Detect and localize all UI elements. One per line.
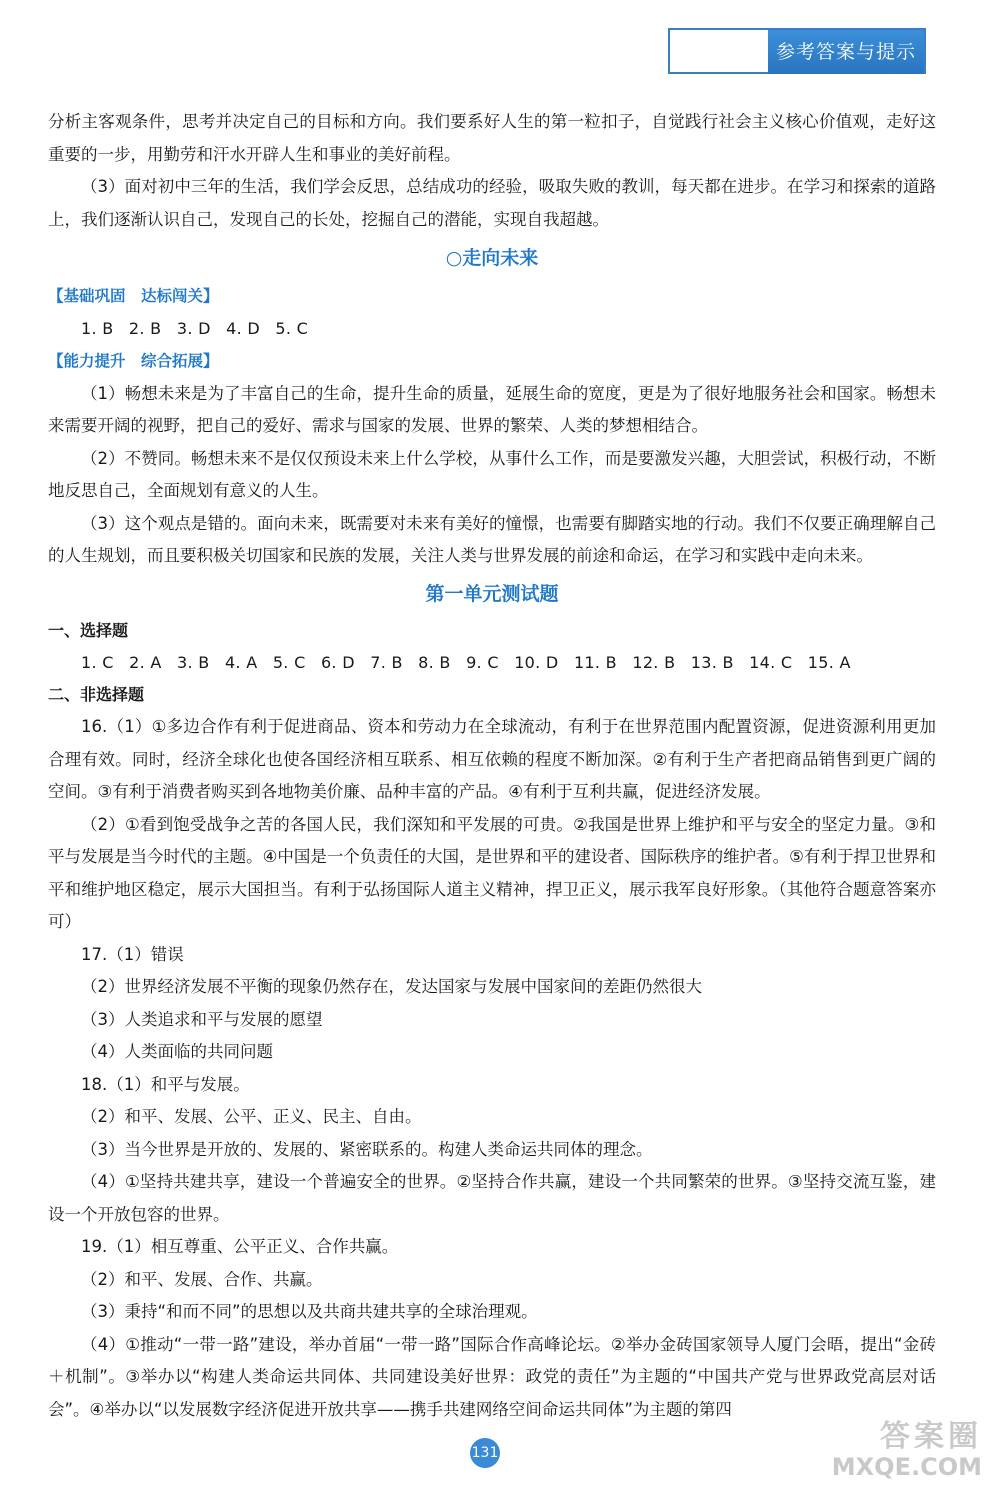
answer-item: 3. D xyxy=(176,318,211,338)
q16-part-2: （2）①看到饱受战争之苦的各国人民，我们深知和平发展的可贵。②我国是世界上维护和平与安全的坚定力量。③和平与发展是当今时代的主题。④中国是一个负责任的大国，是世界和平的建设者、国际秩序的维护者。⑤有利于捍卫世界和平和维护地区稳定，展示大国担当。有利于弘扬国际人道主义精神，捍卫正义，展示我军良好形象。（其他符合题意答案亦可） xyxy=(48,814,936,931)
q18-line: （2）和平、发展、公平、正义、民主、自由。 xyxy=(81,1107,422,1126)
q16-part-1: 16.（1）①多边合作有利于促进商品、资本和劳动力在全球流动，有利于在世界范围内配置资源，促进资源利用更加合理有效。同时，经济全球化也使各国经济相互联系、相互依赖的程度不断加深。②有利于生产者把商品销售到更广阔的空间。③有利于消费者购买到各地物美价廉、品种丰富的产品。④有利于互利共赢，促进经济发展。 xyxy=(48,717,936,801)
answer-item: 1. C xyxy=(81,652,114,672)
watermark-cn: 答案圈 xyxy=(880,1419,982,1454)
answer-item: 11. B xyxy=(573,652,617,672)
q17-line: 17.（1）错误 xyxy=(81,944,184,964)
ability-paragraph-2: （2）不赞同。畅想未来不是仅仅预设未来上什么学校，从事什么工作，而是要激发兴趣，大胆尝试，积极行动，不断地反思自己，全面规划有意义的人生。 xyxy=(48,448,936,500)
q17-line: （4）人类面临的共同问题 xyxy=(81,1042,273,1061)
answer-item: 14. C xyxy=(749,652,793,672)
answer-item: 3. B xyxy=(177,652,210,672)
q19-line: （3）秉持“和而不同”的思想以及共商共建共享的全球治理观。 xyxy=(81,1302,538,1321)
basic-answers xyxy=(48,313,936,346)
answer-item: 8. B xyxy=(418,652,451,672)
answer-item: 5. C xyxy=(275,318,309,338)
answer-item: 1. B xyxy=(81,318,114,338)
q18-line: （3）当今世界是开放的、发展的、紧密联系的。构建人类命运共同体的理念。 xyxy=(81,1139,653,1159)
answer-item: 4. D xyxy=(226,318,260,338)
answer-item: 15. A xyxy=(807,652,851,672)
unit-test-title: 第一单元测试题 xyxy=(425,582,559,605)
q19-part-4: （4）①推动“一带一路”建设，举办首届“一带一路”国际合作高峰论坛。②举办金砖国家领导人厦门会晤，提出“金砖＋机制”。③举办以“构建人类命运共同体、共同建设美好世界：政党的责任”为主题的“中国共产党与世界政党高层对话会”。④举办以“以发展数字经济促进开放共享——携手共建网络空间命运共同体”为主题的第四 xyxy=(48,1334,936,1419)
page-number: 131 xyxy=(470,1438,500,1468)
basic-tag: 【基础巩固 达标闯关】 xyxy=(48,287,219,305)
ability-paragraph-3: （3）这个观点是错的。面向未来，既需要对未来有美好的憧憬，也需要有脚踏实地的行动。我们不仅要正确理解自己的人生规划，而且要积极关切国家和民族的发展，关注人类与世界发展的前途和命运，在学习和实践中走向未来。 xyxy=(48,513,936,565)
answer-item: 7. B xyxy=(370,652,403,672)
q19-line: （2）和平、发展、合作、共赢。 xyxy=(81,1269,323,1289)
q17-line: （2）世界经济发展不平衡的现象仍然存在，发达国家与发展中国家间的差距仍然很大 xyxy=(81,977,702,996)
header-tab-label: 参考答案与提示 xyxy=(768,30,924,74)
watermark-en: MXQE.COM xyxy=(831,1453,982,1481)
q18-part-4: （4）①坚持共建共享，建设一个普遍安全的世界。②坚持合作共赢，建设一个共同繁荣的世界。③坚持交流互鉴，建设一个开放包容的世界。 xyxy=(48,1172,936,1224)
intro-paragraph-1: 分析主客观条件，思考并决定自己的目标和方向。我们要系好人生的第一粒扣子，自觉践行社会主义核心价值观，走好这重要的一步，用勤劳和汗水开辟人生和事业的美好前程。 xyxy=(48,112,936,164)
answer-item: 9. C xyxy=(466,652,499,672)
choice-heading: 一、选择题 xyxy=(48,620,129,640)
answer-item: 13. B xyxy=(690,652,734,672)
answer-item: 4. A xyxy=(224,652,258,672)
answer-item: 5. C xyxy=(272,652,306,672)
q18-line: 18.（1）和平与发展。 xyxy=(81,1074,250,1094)
q17-line: （3）人类追求和平与发展的愿望 xyxy=(81,1009,323,1029)
choice-answers xyxy=(48,647,936,680)
nonchoice-heading: 二、非选择题 xyxy=(48,685,145,704)
answer-item: 2. B xyxy=(128,318,162,338)
answer-item: 2. A xyxy=(129,652,162,672)
answer-item: 6. D xyxy=(320,652,355,672)
answer-item: 10. D xyxy=(514,652,559,672)
q19-line: 19.（1）相互尊重、公平正义、合作共赢。 xyxy=(81,1237,399,1256)
section-title-future: ○走向未来 xyxy=(445,247,539,269)
ability-paragraph-1: （1）畅想未来是为了丰富自己的生命，提升生命的质量，延展生命的宽度，更是为了很好地服务社会和国家。畅想未来需要开阔的视野，把自己的爱好、需求与国家的发展、世界的繁荣、人类的梦想相结合。 xyxy=(48,383,936,435)
answer-item: 12. B xyxy=(632,652,676,672)
ability-tag: 【能力提升 综合拓展】 xyxy=(48,352,219,370)
intro-paragraph-2: （3）面对初中三年的生活，我们学会反思，总结成功的经验，吸取失败的教训，每天都在进步。在学习和探索的道路上，我们逐渐认识自己，发现自己的长处，挖掘自己的潜能，实现自我超越。 xyxy=(48,177,936,229)
page-content xyxy=(48,106,936,1426)
watermark-logo xyxy=(812,1420,982,1480)
